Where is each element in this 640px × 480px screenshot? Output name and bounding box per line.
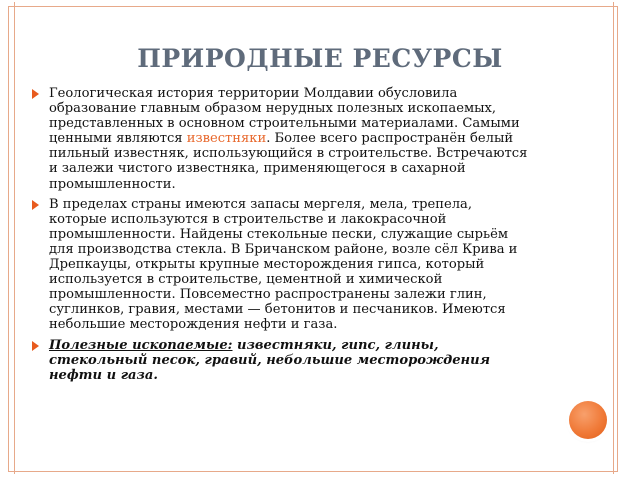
slide-title: ПРИРОДНЫЕ РЕСУРСЫ	[137, 44, 503, 73]
orange-circle-decoration	[569, 401, 607, 439]
bullet-item-summary	[32, 338, 530, 383]
summary-label: Полезные ископаемые:	[49, 337, 233, 353]
bullet-item-deposits	[32, 197, 530, 333]
paragraph-1-text-after: . Более всего распространён белый пильный известняк, использующийся в строительстве. Встречаются и залежи чистого известняка, применяющегося в сахарной промышленности.	[49, 131, 528, 192]
paragraph-1-text-before: Геологическая история территории Молдавии обусловила образование главным образом нерудных полезных ископаемых, представленных в основном строительными материалами. Самыми ценными являются	[49, 86, 520, 147]
slide-content	[32, 86, 530, 388]
bullet-arrow-icon	[32, 89, 39, 99]
summary-text: известняки, гипс, глины, стекольный песок, гравий, небольшие месторождения нефти и газа.	[49, 337, 491, 383]
bullet-arrow-icon	[32, 341, 39, 351]
bullet-item-geology	[32, 86, 530, 192]
highlight-limestone: известняки	[186, 131, 267, 147]
paragraph-2-text: В пределах страны имеются запасы мергеля, мела, трепела, которые используются в строительстве и лакокрасочной промышленности. Найдены стекольные пески, служащие сырьём для производства стекла. В Бричанском районе, возле сёл Крива и Дрепкауцы, открыты крупные месторождения гипса, который используется в строительстве, цементной и химической промышленности. Повсеместно распространены залежи глин, суглинков, гравия, местами — бетонитов и песчаников. Имеются небольшие месторождения нефти и газа.	[49, 196, 518, 333]
bullet-arrow-icon	[32, 200, 39, 210]
